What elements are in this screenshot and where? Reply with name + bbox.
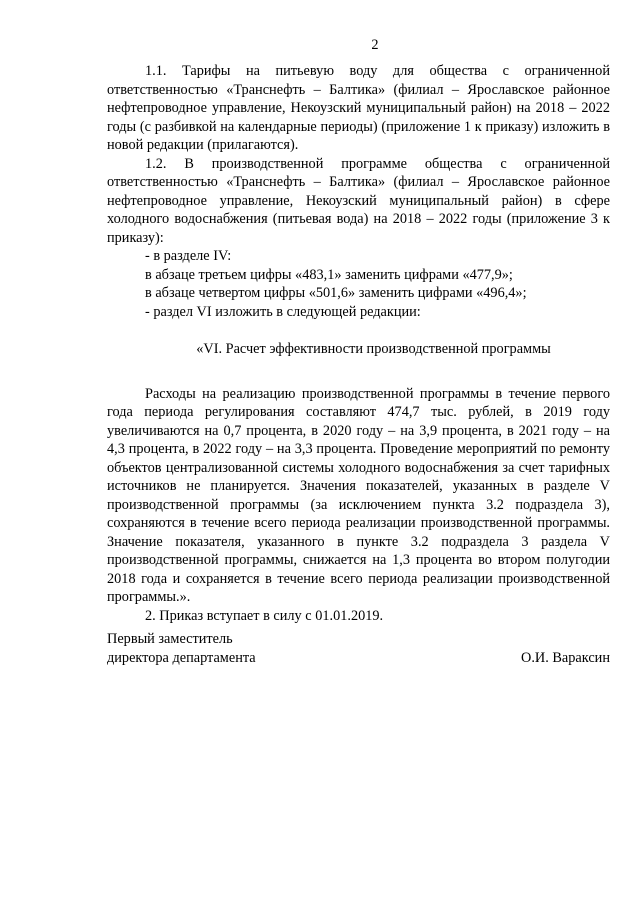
signature-row	[107, 649, 610, 668]
signature-name: О.И. Вараксин	[521, 649, 610, 666]
sub-item-section-vi: - раздел VI изложить в следующей редакции:	[145, 303, 421, 320]
item-1-2: 1.2. В производственной программе общества с ограниченной ответственностью «Транснефть – Балтика» (филиал – Ярославское районное нефтепроводное управление, Некоузский муниципальный район) в сфере холодного водоснабжения (питьевая вода) на 2018 – 2022 годы (приложение 3 к приказу):	[107, 155, 610, 246]
sub-item-paragraph-3: в абзаце третьем цифры «483,1» заменить цифрами «477,9»;	[145, 266, 513, 283]
section-paragraph: Расходы на реализацию производственной программы в течение первого года периода регулирования составляют 474,7 тыс. рублей, в 2019 году увеличиваются на 0,7 процента, в 2020 году – на 3,9 процента, в 2021 году – на 4,3 процента, в 2022 году – на 3,3 процента. Проведение мероприятий по ремонту объектов централизованной системы холодного водоснабжения за счет тарифных источников не планируется. Значения показателей, указанных в разделе V производственной программы (за исключением пункта 3.2 подраздела 3), сохраняются в течение всего периода реализации производственной программы. Значение показателя, указанного в пункте 3.2 подраздела 3 раздела V производственной программы, снижается на 1,3 процента во втором полугодии 2018 года и сохраняется в течение всего периода реализации производственной программы.».	[107, 385, 610, 605]
signature-position-line-1: Первый заместитель	[107, 631, 233, 647]
document-body	[107, 62, 610, 625]
signature-position-line-2: директора департамента	[107, 649, 256, 666]
item-1-1: 1.1. Тарифы на питьевую воду для общества с ограниченной ответственностью «Транснефть – Балтика» (филиал – Ярославское районное нефтепроводное управление, Некоузский муниципальный район) на 2018 – 2022 годы (с разбивкой на календарные периоды) (приложение 1 к приказу) изложить в новой редакции (прилагаются).	[107, 63, 610, 153]
item-2: 2. Приказ вступает в силу с 01.01.2019.	[145, 607, 384, 624]
section-heading: «VI. Расчет эффективности производственной программы	[196, 341, 551, 357]
signature-block	[107, 630, 610, 667]
sub-item-section-iv: - в разделе IV:	[145, 248, 232, 264]
page-number: 2	[371, 37, 379, 53]
sub-item-paragraph-4: в абзаце четвертом цифры «501,6» заменить цифрами «496,4»;	[145, 285, 527, 301]
